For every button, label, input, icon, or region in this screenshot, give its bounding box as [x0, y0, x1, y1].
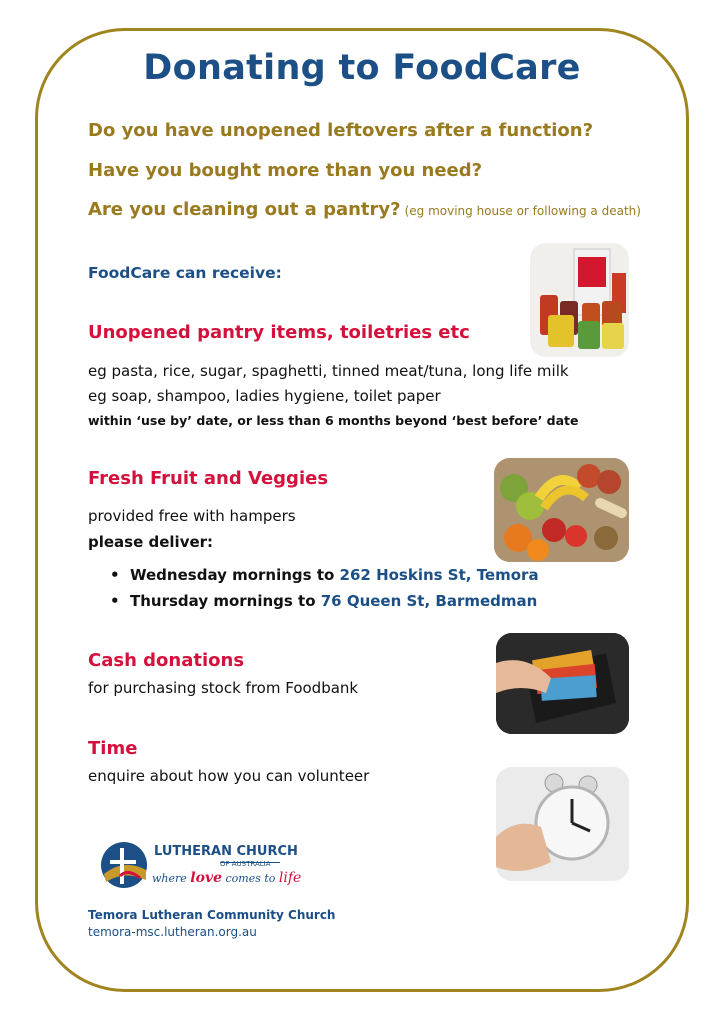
time-heading: Time: [88, 738, 138, 759]
logo-sub: OF AUSTRALIA: [220, 860, 271, 868]
lutheran-church-logo: [100, 838, 300, 894]
cash-heading: Cash donations: [88, 650, 245, 671]
please-deliver-label: please deliver:: [88, 533, 214, 551]
bullet-dot: •: [110, 566, 120, 584]
time-volunteer-text: enquire about how you can volunteer: [88, 767, 370, 785]
delivery-day: Wednesday mornings to: [130, 566, 340, 584]
question-bought-more: Have you bought more than you need?: [88, 160, 483, 181]
footer-website-link[interactable]: temora-msc.lutheran.org.au: [88, 925, 257, 939]
alarm-clock-photo: [496, 767, 629, 881]
lutheran-cross-emblem-icon: [100, 840, 148, 890]
logo-tagline: [152, 870, 301, 886]
tagline-love: love: [190, 870, 222, 886]
pantry-examples-food: eg pasta, rice, sugar, spaghetti, tinned meat/tuna, long life milk: [88, 362, 569, 380]
cash-purpose-text: for purchasing stock from Foodbank: [88, 679, 359, 697]
pantry-items-photo: [530, 243, 629, 357]
delivery-item-thursday: [110, 592, 537, 610]
question-pantry-text: Are you cleaning out a pantry?: [88, 199, 401, 220]
pantry-heading: Unopened pantry items, toiletries etc: [88, 322, 470, 343]
footer-church-name: Temora Lutheran Community Church: [88, 908, 336, 922]
bullet-dot: •: [110, 592, 120, 610]
question-pantry-note: (eg moving house or following a death): [404, 204, 641, 218]
delivery-address: 76 Queen St, Barmedman: [320, 592, 538, 610]
pantry-examples-toiletries: eg soap, shampoo, ladies hygiene, toilet paper: [88, 387, 441, 405]
delivery-address: 262 Hoskins St, Temora: [339, 566, 539, 584]
question-leftovers: Do you have unopened leftovers after a function?: [88, 120, 594, 141]
logo-name: LUTHERAN CHURCH: [154, 844, 298, 859]
delivery-day: Thursday mornings to: [130, 592, 321, 610]
can-receive-heading: FoodCare can receive:: [88, 264, 282, 282]
fruit-veggies-photo: [494, 458, 629, 562]
cash-wallet-photo: [496, 633, 629, 734]
delivery-item-wednesday: [110, 566, 539, 584]
tagline-life: life: [278, 870, 302, 886]
tagline-part: comes to: [221, 872, 279, 885]
tagline-part: where: [152, 872, 191, 885]
question-pantry: [88, 199, 641, 220]
fresh-heading: Fresh Fruit and Veggies: [88, 468, 329, 489]
pantry-date-note: within ‘use by’ date, or less than 6 months beyond ‘best before’ date: [88, 413, 579, 428]
fresh-hampers-text: provided free with hampers: [88, 507, 296, 525]
page-title: Donating to FoodCare: [143, 48, 581, 88]
